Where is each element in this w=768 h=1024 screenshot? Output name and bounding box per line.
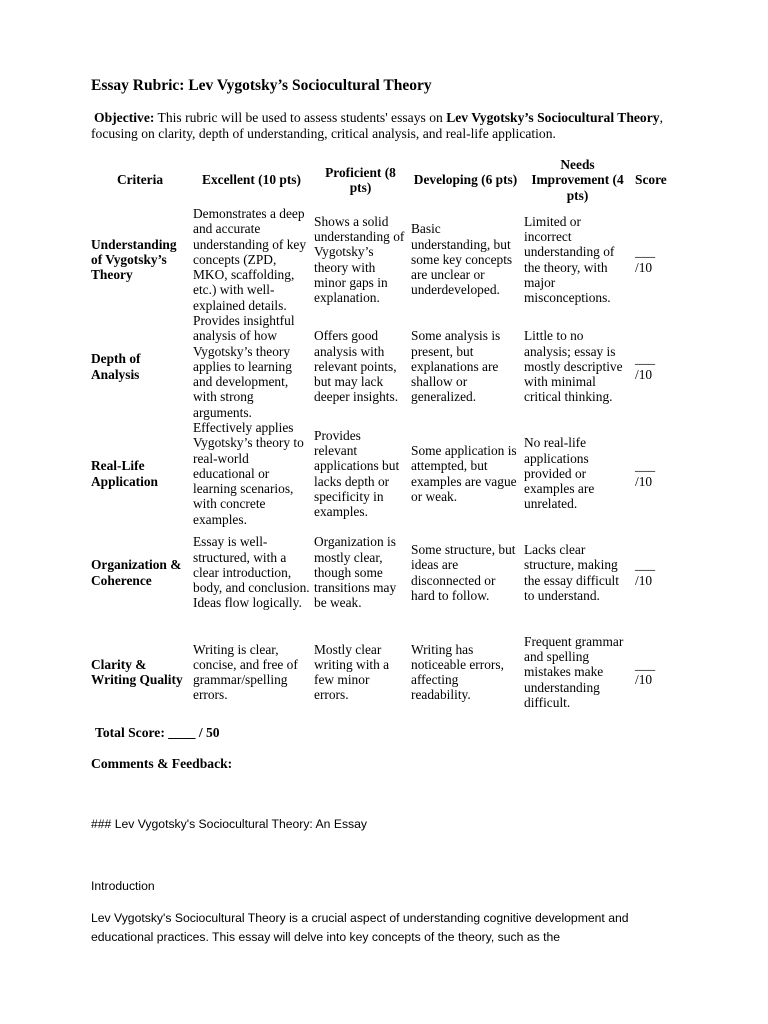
header-proficient: Proficient (8 pts): [325, 164, 396, 195]
proficient-cell: Mostly clear writing with a few minor errors.: [314, 641, 390, 703]
criteria-cell: Clarity & Writing Quality: [91, 656, 183, 687]
table-row: [89, 618, 709, 726]
objective-text-before: This rubric will be used to assess students' essays on: [154, 110, 447, 125]
header-developing: Developing (6 pts): [413, 172, 518, 188]
needs-improvement-cell: Lacks clear structure, making the essay difficult to understand.: [524, 542, 619, 603]
total-score: Total Score: ____ / 50: [95, 725, 220, 740]
rubric-table: [89, 154, 709, 726]
score-max: /10: [635, 366, 653, 382]
header-needs-improvement: Needs Improvement (4 pts): [531, 157, 624, 203]
score-blank: ___: [635, 557, 656, 573]
score-cell: [633, 206, 709, 313]
criteria-cell: Real-Life Application: [91, 458, 158, 489]
score-cell: [633, 313, 709, 420]
excellent-cell: Effectively applies Vygotsky’s theory to real-world educational or learning scenarios, with concrete examples.: [193, 420, 304, 527]
developing-cell: Writing has noticeable errors, affecting readability.: [411, 641, 504, 703]
score-max: /10: [635, 572, 653, 588]
document-title: Essay Rubric: Lev Vygotsky’s Sociocultural Theory: [91, 77, 432, 94]
score-cell: [633, 527, 709, 618]
excellent-cell: Writing is clear, concise, and free of grammar/spelling errors.: [193, 641, 298, 703]
developing-cell: Some application is attempted, but examples are vague or weak.: [411, 443, 517, 504]
objective-text-after: , focusing on clarity, depth of understanding, critical analysis, and real-life application.: [91, 110, 663, 141]
excellent-cell: Provides insightful analysis of how Vygotsky’s theory applies to learning and development, with strong arguments.: [193, 313, 295, 420]
score-max: /10: [635, 259, 653, 275]
objective-topic: Lev Vygotsky’s Sociocultural Theory: [446, 110, 660, 125]
introduction-heading: Introduction: [91, 879, 155, 893]
score-max: /10: [635, 473, 653, 489]
objective-paragraph: [91, 110, 691, 142]
score-blank: ___: [635, 244, 656, 260]
table-row: [89, 313, 709, 420]
criteria-cell: Depth of Analysis: [91, 351, 141, 382]
table-row: [89, 420, 709, 527]
criteria-cell: Understanding of Vygotsky’s Theory: [91, 236, 177, 283]
score-blank: ___: [635, 458, 656, 474]
table-row: [89, 527, 709, 618]
score-cell: [633, 618, 709, 726]
excellent-cell: Demonstrates a deep and accurate understanding of key concepts (ZPD, MKO, scaffolding, etc.) with well-explained details.: [193, 206, 307, 313]
score-blank: ___: [635, 351, 656, 367]
rubric-header-row: [89, 154, 709, 206]
developing-cell: Some structure, but ideas are disconnected or hard to follow.: [411, 542, 516, 603]
excellent-cell: Essay is well-structured, with a clear introduction, body, and conclusion. Ideas flow logically.: [193, 534, 310, 611]
proficient-cell: Offers good analysis with relevant points, but may lack deeper insights.: [314, 328, 399, 405]
developing-cell: Basic understanding, but some key concepts are unclear or underdeveloped.: [411, 221, 513, 298]
criteria-cell: Organization & Coherence: [91, 557, 182, 588]
essay-heading: ### Lev Vygotsky's Sociocultural Theory: An Essay: [91, 817, 368, 831]
needs-improvement-cell: No real-life applications provided or examples are unrelated.: [524, 435, 595, 512]
objective-label: Objective:: [94, 110, 155, 125]
header-excellent: Excellent (10 pts): [202, 172, 301, 188]
score-blank: ___: [635, 656, 656, 672]
needs-improvement-cell: Little to no analysis; essay is mostly descriptive with minimal critical thinking.: [524, 328, 623, 405]
needs-improvement-cell: Limited or incorrect understanding of the theory, with major misconceptions.: [524, 213, 615, 305]
proficient-cell: Organization is mostly clear, though some transitions may be weak.: [314, 534, 397, 611]
header-score: Score: [635, 172, 667, 188]
developing-cell: Some analysis is present, but explanations are shallow or generalized.: [411, 328, 501, 405]
header-criteria: Criteria: [116, 172, 164, 188]
table-row: [89, 206, 709, 313]
score-cell: [633, 420, 709, 527]
introduction-paragraph: Lev Vygotsky's Sociocultural Theory is a crucial aspect of understanding cognitive development and educational practices. This essay will delve into key concepts of the theory, such as the: [91, 911, 629, 944]
proficient-cell: Shows a solid understanding of Vygotsky’s theory with minor gaps in explanation.: [314, 213, 405, 305]
comments-feedback-label: Comments & Feedback:: [91, 756, 233, 771]
needs-improvement-cell: Frequent grammar and spelling mistakes make understanding difficult.: [524, 633, 624, 710]
proficient-cell: Provides relevant applications but lacks depth or specificity in examples.: [314, 427, 400, 519]
score-max: /10: [635, 672, 653, 687]
